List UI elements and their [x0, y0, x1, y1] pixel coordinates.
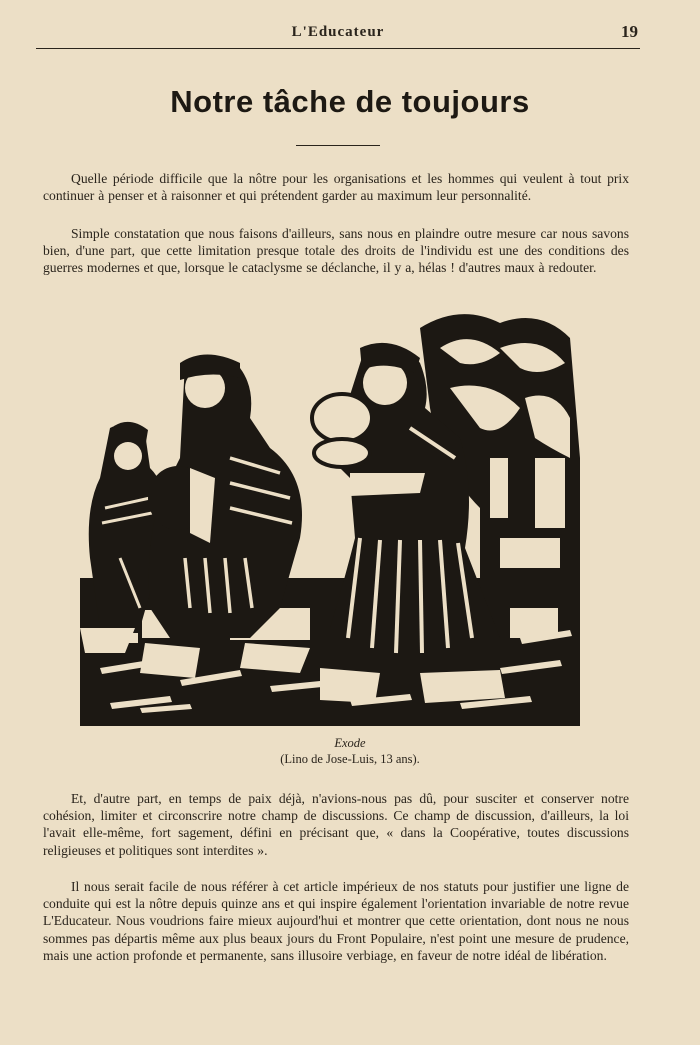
page-number: 19 — [621, 22, 638, 41]
running-header — [36, 18, 640, 49]
figure-caption-credit: (Lino de Jose-Luis, 13 ans). — [280, 752, 420, 766]
paragraph-3: Et, d'autre part, en temps de paix déjà, n'avions-nous pas dû, pour susciter et conserver notre cohésion, limiter et circonscrire notre champ de discussions. Ce champ de discussion, d'ailleurs, la loi l'avait elle-même, fort sagement, défini en précisant que, « dans la Coopérative, toutes discussions religieuses et politiques sont interdites ». — [43, 791, 629, 858]
paragraph-1: Quelle période difficile que la nôtre pour les organisations et les hommes qui veulent à tout prix continuer à penser et à raisonner et qui prétendent garder au maximum leur personnalité. — [43, 171, 629, 204]
paragraph-2: Simple constatation que nous faisons d'ailleurs, sans nous en plaindre outre mesure car nous savons bien, d'une part, que cette limitation presque totale des droits de l'individu est une des conditions des guerres modernes et que, lorsque le cataclysme se déclanche, il y a, hélas ! d'autres maux à redouter. — [43, 226, 629, 276]
article-title: Notre tâche de toujours — [170, 84, 530, 119]
title-divider — [296, 145, 380, 146]
figure-caption-title: Exode — [334, 736, 366, 750]
paragraph-4: Il nous serait facile de nous référer à cet article impérieux de nos statuts pour justifier une ligne de conduite qui est la nôtre depuis quinze ans et qui inspire également l'orientation invariable de notre revue L'Educateur. Nous voudrions faire mieux aujourd'hui et montrer que cette orientation, dont nous ne nous sommes pas départis même aux plus beaux jours du Front Populaire, n'est point une mesure de prudence, mais une action profonde et permanente, sans illusoire verbiage, en faveur de notre idéal de libération. — [43, 879, 629, 963]
journal-name: L'Educateur — [291, 24, 385, 40]
linocut-illustration — [80, 308, 580, 726]
